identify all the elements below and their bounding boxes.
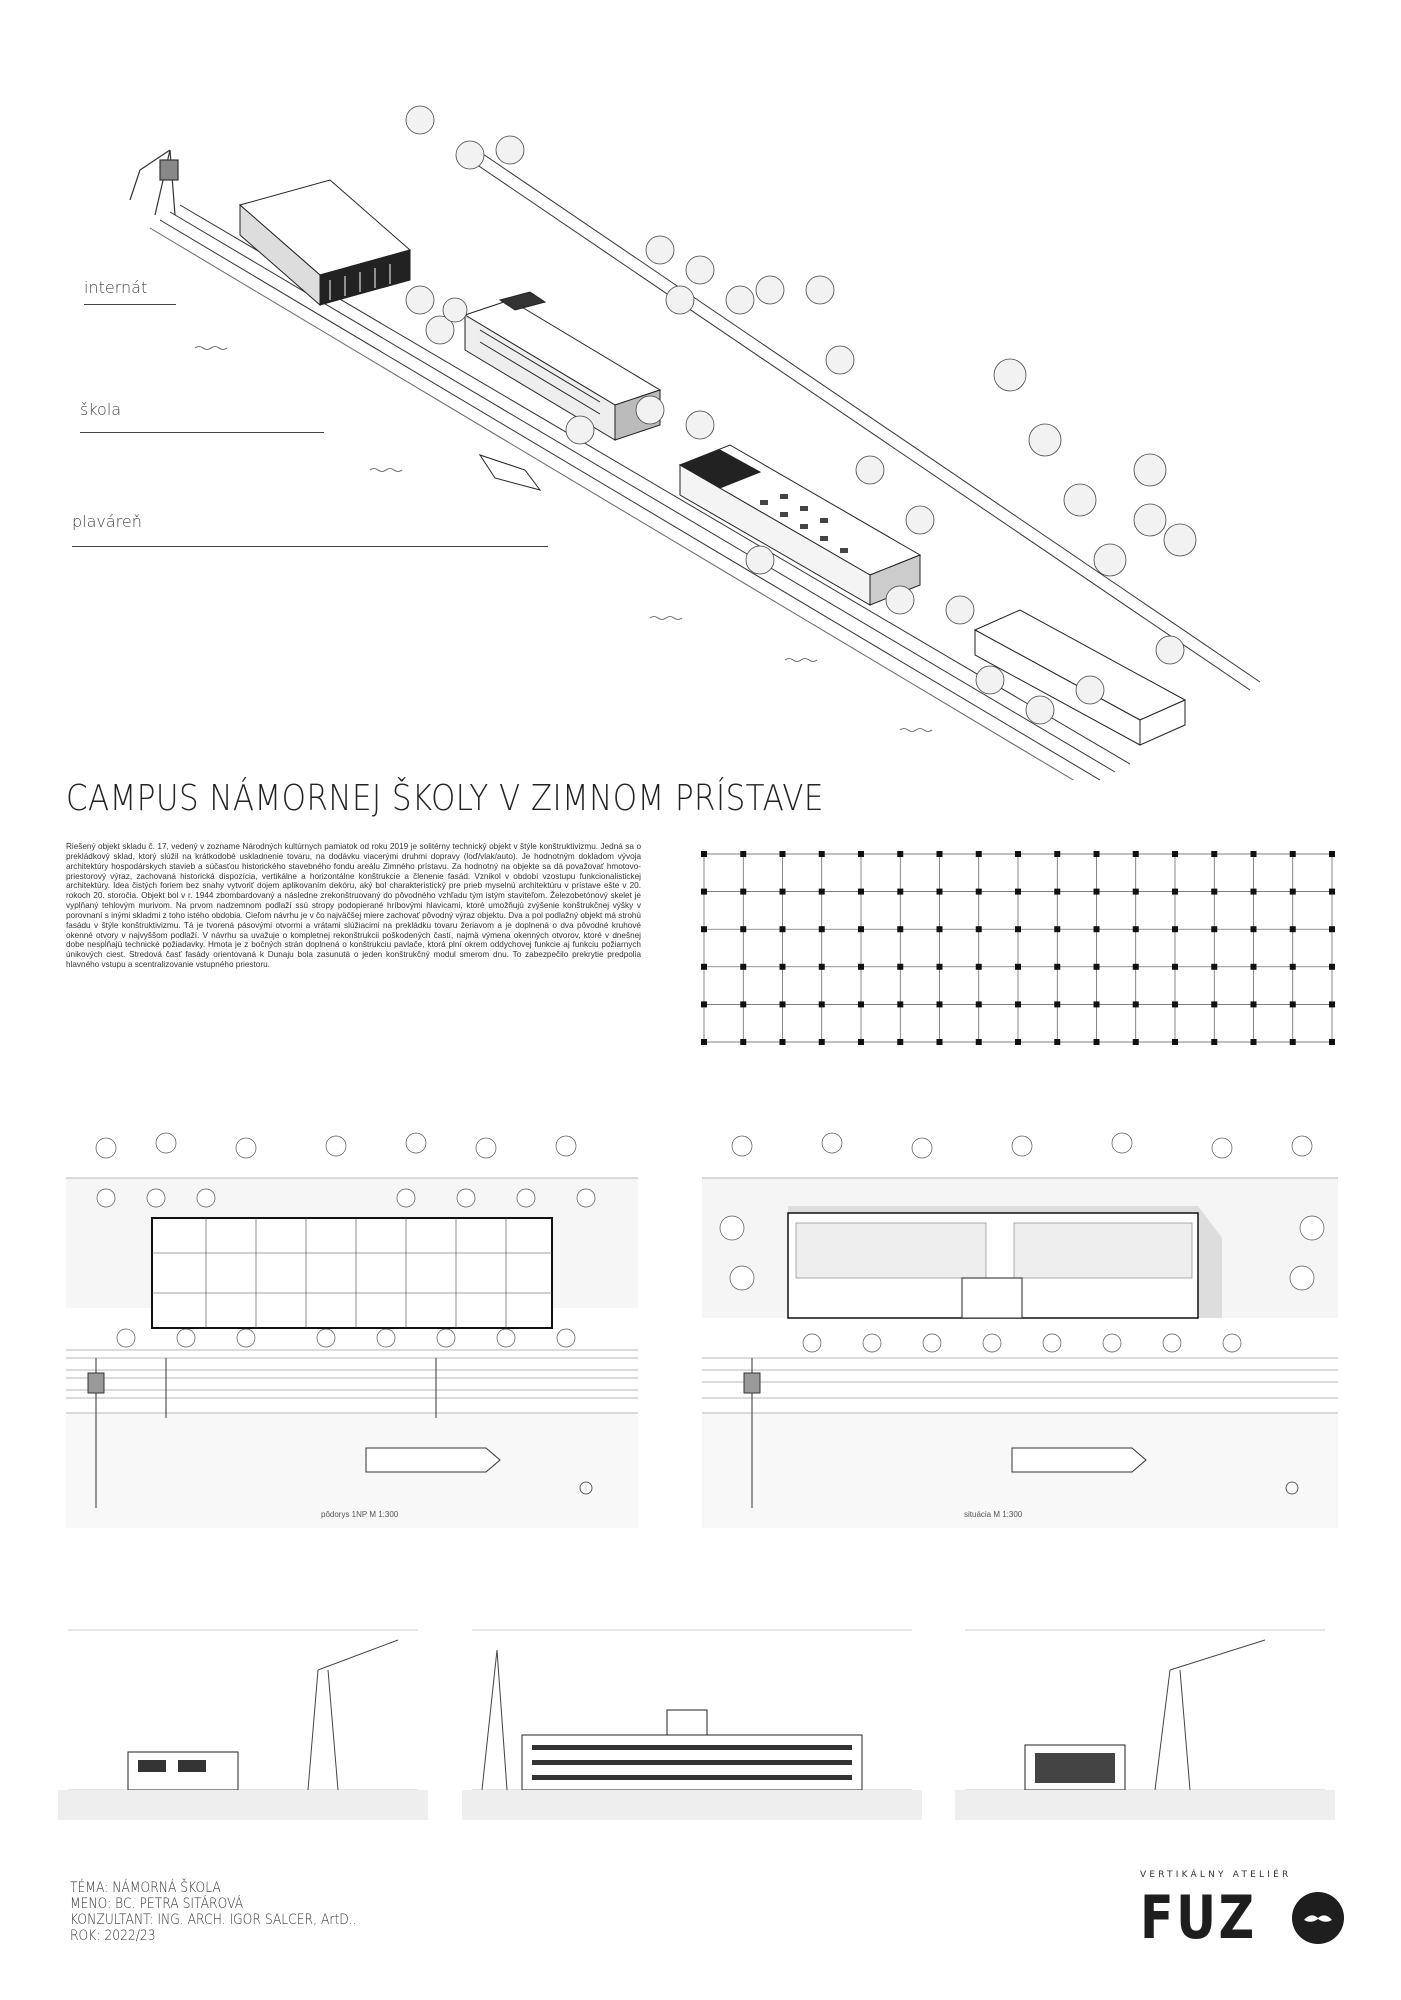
grid-column-node [1054,926,1060,932]
grid-column-node [1054,1039,1060,1045]
grid-column-node [1054,964,1060,970]
grid-column-node [1015,964,1021,970]
callout-skola-line [80,432,324,433]
floorplan-drawing [66,1118,638,1528]
grid-column-node [937,964,943,970]
grid-column-node [1172,964,1178,970]
grid-column-node [1094,926,1100,932]
grid-column-node [1211,889,1217,895]
grid-column-node [1251,1039,1257,1045]
grid-column-node [937,1001,943,1007]
footer-konzultant: KONZULTANT: ING. ARCH. IGOR SALCER, ArtD.. [70,1912,357,1928]
logo [1140,1870,1340,1970]
grid-column-node [1015,889,1021,895]
mustache-icon [1290,1890,1346,1946]
grid-column-node [1172,851,1178,857]
grid-column-node [740,926,746,932]
grid-column-node [1133,889,1139,895]
internat-building [240,180,410,305]
grid-column-node [740,964,746,970]
grid-column-node [1329,964,1335,970]
school-building [465,292,660,440]
axonometric-svg [0,0,1401,780]
footer-tema: TÉMA: NÁMORNÁ ŠKOLA [70,1880,221,1896]
grid-column-node [1133,1001,1139,1007]
grid-column-node [858,851,864,857]
grid-column-node [1015,926,1021,932]
grid-column-node [1172,1001,1178,1007]
grid-column-node [976,1001,982,1007]
grid-column-node [1133,926,1139,932]
grid-column-node [1172,926,1178,932]
axonometric-drawing [0,0,1401,780]
grid-column-node [1290,926,1296,932]
grid-column-node [1133,964,1139,970]
description-text: Riešený objekt skladu č. 17, vedený v zozname Národných kultúrnych pamiatok od roku 2019 je solitérny technický objekt v štýle konštruktivizmu. Jedná sa o prekládkový sklad, ktorý slúžil na krátkodobé uskladnenie tovaru, na dodávku viacerými druhmi dopravy (loď/vlak/auto). Je hodnotným dokladom vývoja architektúry hospodárskych stavieb a súčasťou historického stavebného fondu areálu Zimného prístavu. Za hodnotný na objekte sa dá považovať hmotovo-priestorový výraz, zachovaná historická dispozícia, vertikálne a horizontálne konštrukcie a členenie fasád. Vznikol v období vzostupu funkcionalistickej architektúry. Idea čistých foriem bez snahy vytvoriť dojem aplikovaním dekóru, aký bol charakteristický pre prieb myselnú architektúru v prístave ešte v 20. rokoch 20. storočia. Objekt bol v r. 1944 zbombardovaný a následne zrekonštruovaný do pôvodného vzhľadu tým istým staviteľom. Železobetónový skelet je vyplňaný tehlovým murivom. Na prvom nadzemnom podlaží ssú stropy podopierané hríbovými hlavicami, ktoré umožňujú zvýšenie konštrukčnej výšky v porovnaní s inými skladmi z toho istého obdobia. Cieľom návrhu je v čo najväčšej miere zachovať pôvodný výraz objektu. Dva a pol podlažný objekt má strohú fasádu v štýle konštruktivizmu. Tá je tvorená pásovými otvormi a vrátami slúžiacimi na prekládku tovaru žeriavom a je doplnená o dva pôvodné kruhové okenné otvory v najvyššom podlaží. V návrhu sa uvažuje o kompletnej rekonštrukcii poškodených častí, najmä výmena okenných otvorov, ktoré v dnešnej dobe nespĺňajú technické požiadavky. Hmota je z bočných strán doplnená o konštrukciu pavlače, ktorá plní okrem oddychovej funkcie aj funkciu požiarnych únikových ciest. Stredová časť fasády orientovaná k Dunaju bola zasunutá o jeden konštrukčný modul smerom dnu. To zabezpečilo prekrytie predpolia hlavného vstupu a scentralizovanie vstupného priestoru. [66,842,641,970]
grid-column-node [937,889,943,895]
callout-internat: internát [84,278,148,297]
callout-plavaren: plaváreň [72,512,142,531]
grid-column-node [1290,964,1296,970]
grid-column-node [780,926,786,932]
grid-column-node [858,889,864,895]
grid-column-node [1211,851,1217,857]
grid-column-node [819,964,825,970]
grid-column-node [858,964,864,970]
grid-column-node [1329,1001,1335,1007]
grid-column-node [701,1039,707,1045]
grid-column-node [1054,889,1060,895]
project-info [70,1880,630,1944]
grid-column-node [701,1001,707,1007]
grid-column-node [937,851,943,857]
grid-column-node [1290,889,1296,895]
grid-column-node [1172,1039,1178,1045]
situation-drawing [702,1118,1338,1528]
floorplan-svg [66,1118,638,1528]
grid-column-node [1015,1039,1021,1045]
grid-column-node [897,964,903,970]
grid-column-node [701,851,707,857]
grid-column-node [858,926,864,932]
footer-rok: ROK: 2022/23 [70,1928,156,1944]
grid-column-node [701,964,707,970]
grid-column-node [780,1001,786,1007]
footer-meno: MENO: BC. PETRA SITÁROVÁ [70,1896,244,1912]
grid-column-node [819,1039,825,1045]
grid-column-node [819,926,825,932]
grid-column-node [1015,1001,1021,1007]
grid-column-node [1329,851,1335,857]
grid-column-node [1094,1039,1100,1045]
grid-column-node [780,1039,786,1045]
situation-svg [702,1118,1338,1528]
callout-skola: škola [80,400,122,419]
grid-column-node [976,1039,982,1045]
grid-column-node [780,964,786,970]
grid-column-node [701,926,707,932]
grid-column-node [1094,964,1100,970]
callout-plavaren-line [72,546,548,547]
grid-column-node [976,926,982,932]
grid-column-node [1015,851,1021,857]
grid-column-node [740,851,746,857]
grid-column-node [819,851,825,857]
grid-column-node [976,964,982,970]
grid-column-node [1054,1001,1060,1007]
grid-column-node [1094,889,1100,895]
grid-column-node [740,1001,746,1007]
situation-caption: situácia M 1:300 [964,1510,1023,1519]
logo-tagline: VERTIKÁLNY ATELIÉR [1140,1870,1292,1880]
grid-column-node [740,1039,746,1045]
grid-column-node [1172,889,1178,895]
grid-column-node [819,1001,825,1007]
grid-column-node [976,851,982,857]
trees [406,106,1196,724]
grid-column-node [1251,1001,1257,1007]
callout-internat-line [84,304,176,305]
grid-column-node [897,1001,903,1007]
grid-column-node [780,889,786,895]
page-title: CAMPUS NÁMORNEJ ŠKOLY V ZIMNOM PRÍSTAVE [66,778,824,819]
grid-column-node [858,1039,864,1045]
grid-column-node [1094,1001,1100,1007]
grid-svg [700,850,1336,1046]
grid-column-node [1133,851,1139,857]
grid-column-node [1133,1039,1139,1045]
grid-column-node [701,889,707,895]
grid-column-node [1211,926,1217,932]
boat-icon [480,455,540,490]
logo-wordmark: FUZ [1140,1883,1257,1953]
grid-column-node [897,1039,903,1045]
section-left [58,1610,428,1820]
grid-column-node [1054,851,1060,857]
grid-column-node [937,1039,943,1045]
grid-column-node [1329,926,1335,932]
grid-column-node [897,851,903,857]
grid-column-node [897,926,903,932]
grid-column-node [1329,1039,1335,1045]
grid-column-node [976,889,982,895]
structural-grid-diagram [700,850,1336,1046]
grid-column-node [1290,1001,1296,1007]
grid-column-node [1211,964,1217,970]
grid-column-node [1251,889,1257,895]
grid-column-node [780,851,786,857]
grid-column-node [1251,964,1257,970]
grid-column-node [1094,851,1100,857]
grid-column-node [1211,1001,1217,1007]
floorplan-caption: pôdorys 1NP M 1:300 [321,1510,399,1519]
grid-column-node [819,889,825,895]
grid-column-node [1251,851,1257,857]
grid-column-node [937,926,943,932]
grid-column-node [897,889,903,895]
grid-column-node [858,1001,864,1007]
section-right [955,1610,1335,1820]
grid-column-node [1329,889,1335,895]
grid-column-node [740,889,746,895]
grid-column-node [1290,851,1296,857]
elevation-middle [462,1610,922,1820]
grid-column-node [1290,1039,1296,1045]
grid-column-node [1251,926,1257,932]
grid-column-node [1211,1039,1217,1045]
crane-icon [130,150,178,215]
